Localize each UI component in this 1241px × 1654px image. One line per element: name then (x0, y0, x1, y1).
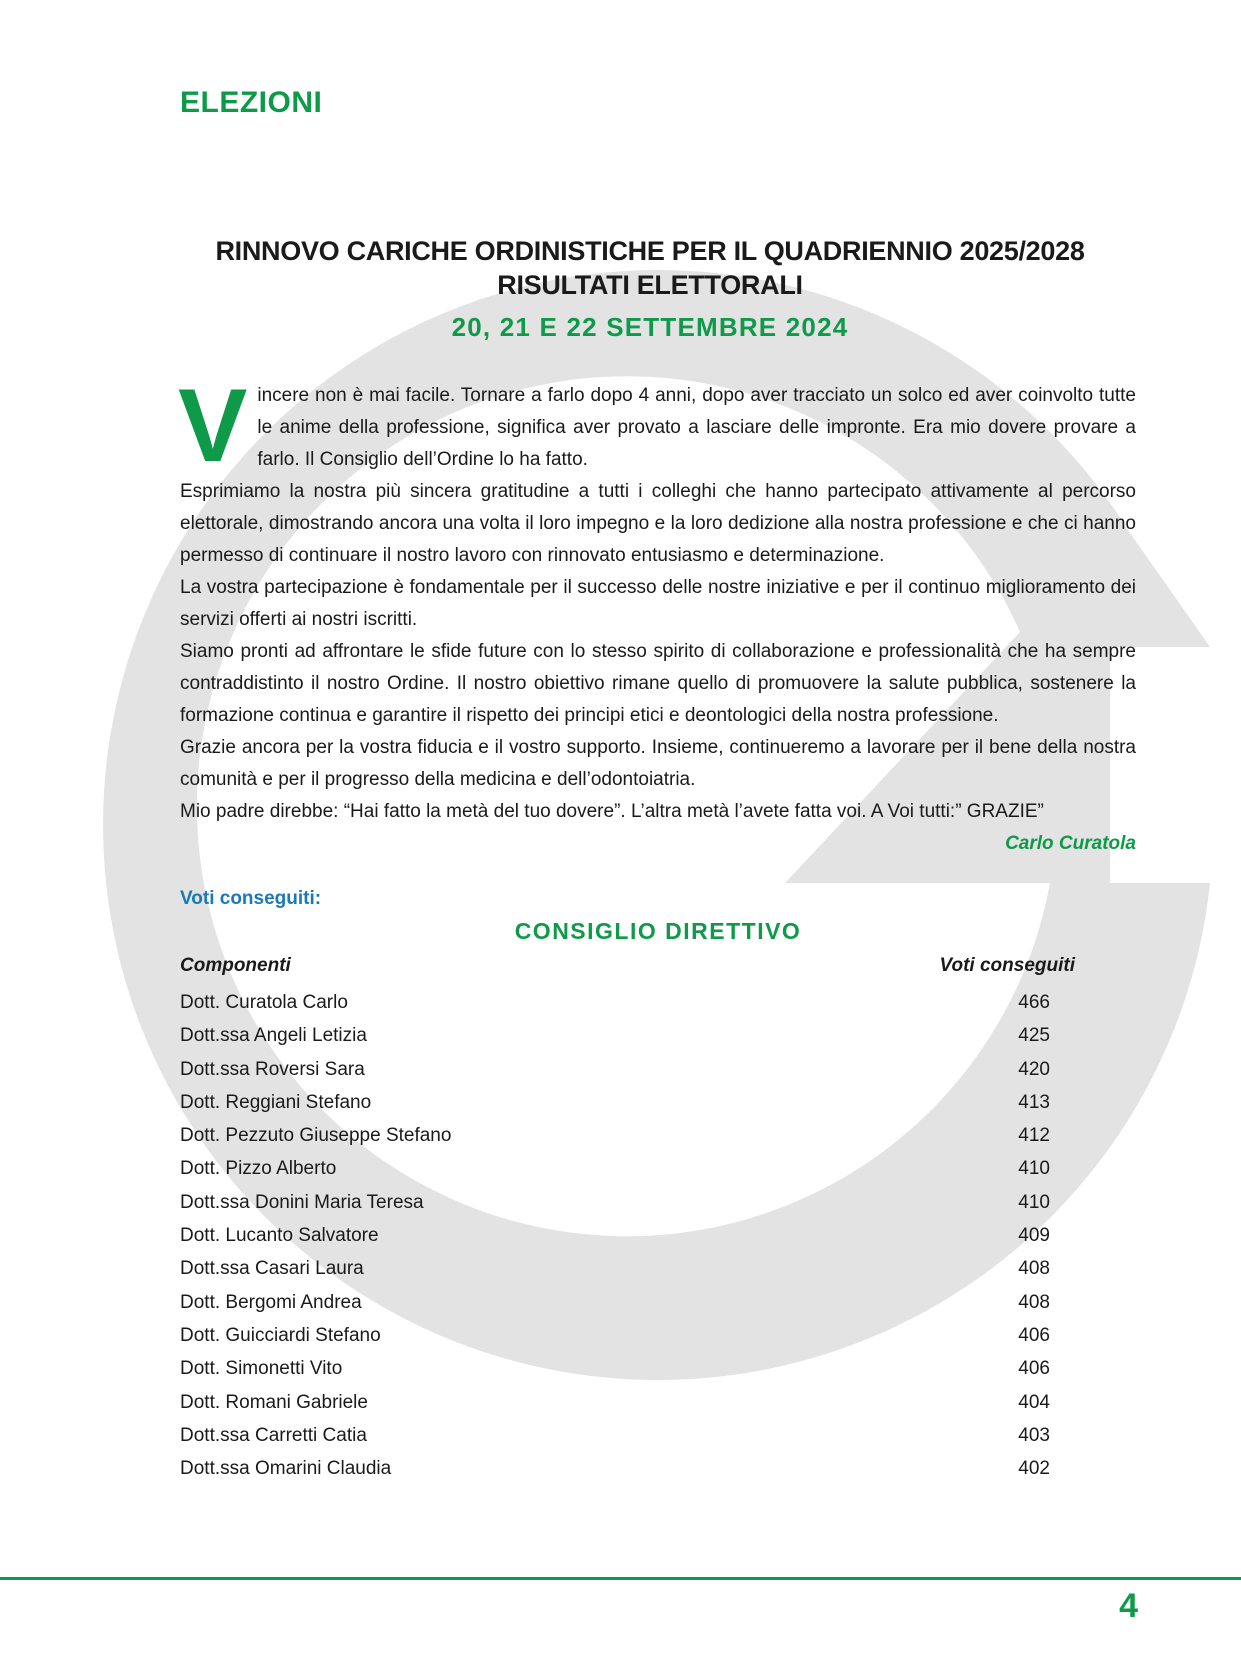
member-votes: 402 (1018, 1458, 1050, 1480)
main-title: RINNOVO CARICHE ORDINISTICHE PER IL QUADRIENNIO 2025/2028 (215, 236, 1085, 266)
member-votes: 408 (1018, 1258, 1050, 1280)
member-name: Dott. Pezzuto Giuseppe Stefano (180, 1125, 452, 1147)
article-paragraph: incere non è mai facile. Tornare a farlo dopo 4 anni, dopo aver tracciato un solco ed aver coinvolto tutte le anime della professione, significa aver provato a lasciare delle impronte. Era mio dovere provare a farlo. Il Consiglio dell’Ordine lo ha fatto. (257, 385, 1136, 470)
member-votes: 466 (1018, 992, 1050, 1013)
column-header-votes: Voti conseguiti (939, 955, 1075, 976)
member-votes: 409 (1018, 1225, 1050, 1247)
member-votes: 408 (1018, 1291, 1050, 1313)
member-votes: 410 (1018, 1158, 1050, 1180)
table-row (180, 1019, 1050, 1052)
member-votes: 412 (1018, 1125, 1050, 1147)
article-body (178, 368, 1136, 860)
council-title: CONSIGLIO DIRETTIVO (514, 918, 802, 944)
table-row (180, 1452, 1050, 1485)
member-name: Dott.ssa Omarini Claudia (180, 1458, 392, 1480)
table-row (180, 1386, 1050, 1419)
election-dates: 20, 21 E 22 SETTEMBRE 2024 (451, 312, 849, 342)
table-row (180, 1219, 1050, 1252)
member-name: Dott. Simonetti Vito (180, 1358, 343, 1380)
results-list (180, 986, 1050, 1485)
votes-label: Voti conseguiti: (180, 888, 322, 909)
member-votes: 413 (1018, 1091, 1050, 1113)
title-block (150, 234, 1150, 344)
table-row (180, 1352, 1050, 1385)
member-votes: 410 (1018, 1191, 1050, 1213)
footer-divider (0, 1577, 1241, 1580)
drop-cap: V (178, 368, 244, 484)
article-paragraph: Grazie ancora per la vostra fiducia e il vostro supporto. Insieme, continueremo a lavorare per il bene della nostra comunità e per il progresso della medicina e dell’odontoiatria. (180, 737, 1136, 790)
table-row (180, 1119, 1050, 1152)
results-header (180, 955, 1075, 977)
table-row (180, 1086, 1050, 1119)
table-row (180, 1053, 1050, 1086)
member-name: Dott. Romani Gabriele (180, 1391, 368, 1413)
table-row (180, 1319, 1050, 1352)
table-row (180, 1419, 1050, 1452)
signature: Carlo Curatola (1005, 833, 1136, 854)
table-row (180, 1186, 1050, 1219)
member-votes: 406 (1018, 1358, 1050, 1380)
member-name: Dott. Guicciardi Stefano (180, 1324, 381, 1346)
member-name: Dott.ssa Carretti Catia (180, 1424, 367, 1446)
member-name: Dott. Curatola Carlo (180, 992, 348, 1013)
member-votes: 403 (1018, 1424, 1050, 1446)
table-row (180, 1286, 1050, 1319)
page-number: 4 (1119, 1587, 1138, 1625)
table-row (180, 986, 1050, 1019)
member-votes: 404 (1018, 1391, 1050, 1413)
member-votes: 425 (1018, 1025, 1050, 1047)
member-name: Dott.ssa Roversi Sara (180, 1058, 365, 1080)
member-name: Dott. Pizzo Alberto (180, 1158, 337, 1180)
article-paragraph: La vostra partecipazione è fondamentale per il successo delle nostre iniziative e per il continuo miglioramento dei servizi offerti ai nostri iscritti. (180, 577, 1136, 630)
member-votes: 420 (1018, 1058, 1050, 1080)
article-paragraph: Esprimiamo la nostra più sincera gratitudine a tutti i colleghi che hanno partecipato attivamente al percorso elettorale, dimostrando ancora una volta il loro impegno e la loro dedizione alla nostra professione e che ci hanno permesso di continuare il nostro lavoro con rinnovato entusiasmo e determinazione. (180, 481, 1136, 566)
member-name: Dott. Lucanto Salvatore (180, 1225, 379, 1247)
table-row (180, 1252, 1050, 1285)
member-name: Dott.ssa Angeli Letizia (180, 1025, 367, 1047)
article-paragraph: Siamo pronti ad affrontare le sfide future con lo stesso spirito di collaborazione e professionalità che ha sempre contraddistinto il nostro Ordine. Il nostro obiettivo rimane quello di promuovere la salute pubblica, sostenere la formazione continua e garantire il rispetto dei principi etici e deontologici della nostra professione. (180, 641, 1136, 726)
section-label: ELEZIONI (180, 86, 323, 119)
column-header-name: Componenti (180, 955, 291, 976)
member-votes: 406 (1018, 1324, 1050, 1346)
article-paragraph: Mio padre direbbe: “Hai fatto la metà del tuo dovere”. L’altra metà l’avete fatta voi. A Voi tutti:” GRAZIE” (180, 801, 1044, 822)
member-name: Dott. Reggiani Stefano (180, 1091, 372, 1113)
member-name: Dott.ssa Donini Maria Teresa (180, 1191, 424, 1213)
member-name: Dott. Bergomi Andrea (180, 1291, 362, 1313)
subtitle: RISULTATI ELETTORALI (497, 270, 803, 300)
table-row (180, 1152, 1050, 1185)
member-name: Dott.ssa Casari Laura (180, 1258, 364, 1280)
